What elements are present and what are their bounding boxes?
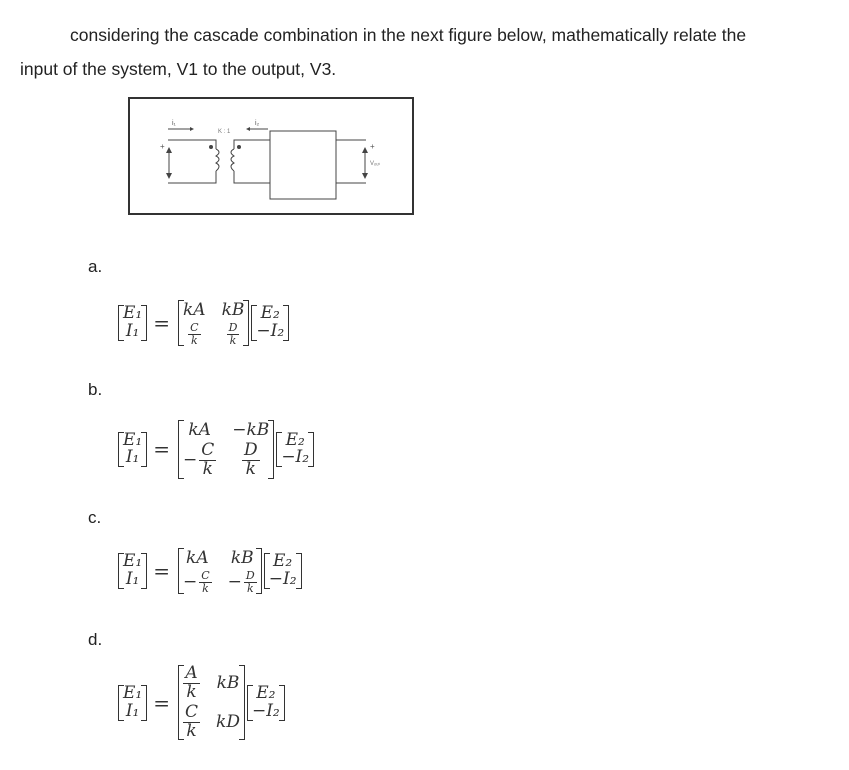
rhs-vector-entry: E₂: [260, 303, 280, 324]
fraction-denominator: k: [186, 720, 197, 741]
cascade-circuit-figure: [128, 97, 414, 215]
rhs-vector: [247, 682, 285, 721]
lhs-vector: [118, 553, 147, 589]
matrix-term: kB: [230, 548, 254, 568]
matrix-grid: [183, 548, 257, 594]
rhs-vector-entries: [256, 305, 284, 341]
matrix-term: kA: [188, 420, 211, 440]
fraction: [199, 570, 211, 594]
matrix-cell: [183, 665, 199, 702]
fraction-denominator: k: [202, 458, 213, 479]
rhs-vector-entry: E₂: [256, 682, 276, 703]
lhs-vector-entry: I₁: [125, 447, 140, 468]
matrix-cell: [222, 300, 245, 320]
rhs-vector-entries: [269, 553, 297, 589]
fraction-denominator: k: [186, 681, 197, 702]
fraction-numerator: C: [190, 321, 199, 334]
output-plus-sign: +: [370, 142, 375, 151]
fraction-numerator: C: [201, 569, 210, 582]
transmission-matrix: [178, 300, 249, 346]
rhs-vector-entry: −I₂: [268, 569, 297, 590]
matrix-term: kA: [183, 300, 206, 320]
matrix-grid: [183, 665, 240, 740]
matrix-term: kD: [216, 712, 240, 733]
lhs-vector-entries: [123, 553, 142, 589]
rhs-vector-entry: E₂: [285, 429, 305, 450]
lhs-vector-entries: [123, 305, 142, 341]
lhs-vector-entry: E₁: [123, 429, 143, 450]
fraction-denominator: k: [190, 333, 198, 347]
lhs-vector-entry: E₁: [123, 682, 143, 703]
rhs-vector: [251, 305, 289, 341]
question-text-line-1: considering the cascade combination in the next figure below, mathematically relate the: [70, 25, 747, 45]
minus-sign: −: [227, 572, 242, 593]
option-equation-a[interactable]: [118, 300, 289, 346]
fraction-denominator: k: [202, 581, 209, 595]
lhs-vector: [118, 682, 147, 721]
turns-ratio-label: K : 1: [218, 129, 231, 135]
fraction: [183, 665, 199, 702]
lhs-vector: [118, 429, 147, 468]
option-label-c[interactable]: c.: [88, 508, 102, 527]
fraction-numerator: C: [201, 440, 215, 460]
vout-label: Vₒᵤₜ: [370, 161, 381, 167]
fraction: [227, 322, 240, 346]
matrix-cell: [186, 548, 209, 568]
transmission-matrix: [178, 548, 262, 594]
option-label-b[interactable]: b.: [88, 380, 103, 399]
fraction-numerator: D: [243, 440, 258, 460]
current-i2-label: i₂: [255, 120, 260, 127]
fraction: [199, 442, 216, 479]
lhs-vector-entry: I₁: [125, 569, 140, 590]
rhs-vector-entry: −I₂: [256, 321, 285, 342]
lhs-vector-entry: I₁: [125, 321, 140, 342]
matrix-term: kB: [221, 300, 245, 320]
matrix-cell: [188, 420, 211, 440]
matrix-term: kA: [186, 548, 209, 568]
transmission-matrix: [178, 665, 245, 740]
matrix-cell: [228, 570, 257, 594]
equals-sign: =: [153, 437, 170, 462]
lhs-vector-entry: E₁: [123, 303, 143, 324]
matrix-cell: [242, 442, 260, 479]
fraction-denominator: k: [245, 458, 256, 479]
lhs-vector-entry: I₁: [125, 700, 140, 721]
matrix-term: −kB: [232, 420, 270, 440]
fraction-denominator: k: [229, 333, 237, 347]
input-plus-sign: +: [160, 142, 165, 151]
matrix-cell: [183, 300, 206, 320]
equals-sign: =: [153, 311, 170, 336]
matrix-cell: [183, 570, 212, 594]
minus-sign: −: [183, 572, 198, 593]
fraction: [183, 701, 200, 741]
matrix-cell: [227, 322, 240, 346]
lhs-vector-entry: E₁: [123, 551, 143, 572]
rhs-vector-entry: −I₂: [251, 700, 280, 721]
fraction-numerator: D: [245, 569, 255, 582]
matrix-grid: [183, 420, 269, 479]
option-equation-d[interactable]: [118, 665, 285, 740]
matrix-cell: [217, 673, 240, 693]
option-label-a[interactable]: a.: [88, 257, 103, 276]
option-equation-b[interactable]: [118, 420, 314, 479]
rhs-vector-entries: [281, 429, 310, 468]
fraction-numerator: A: [185, 663, 198, 683]
rhs-vector-entries: [251, 682, 280, 721]
equals-sign: =: [153, 690, 170, 715]
fraction-denominator: k: [247, 581, 254, 595]
current-i1-label: i₁: [172, 120, 176, 127]
matrix-cell: [216, 712, 240, 732]
matrix-grid: [183, 300, 244, 346]
circuit-diagram: [130, 99, 412, 213]
fraction: [242, 442, 260, 479]
transmission-matrix: [178, 420, 274, 479]
rhs-vector-entry: E₂: [273, 551, 293, 572]
equals-sign: =: [153, 559, 170, 584]
minus-sign: −: [183, 450, 198, 471]
lhs-vector-entries: [123, 682, 143, 721]
option-equation-c[interactable]: [118, 548, 302, 594]
matrix-term: kB: [216, 673, 240, 694]
rhs-vector: [276, 429, 314, 468]
option-label-d[interactable]: d.: [88, 630, 103, 649]
matrix-cell: [188, 322, 200, 346]
lhs-vector-entries: [123, 429, 143, 468]
rhs-vector: [264, 553, 302, 589]
fraction-numerator: D: [228, 321, 238, 334]
matrix-cell: [231, 548, 254, 568]
rhs-vector-entry: −I₂: [281, 447, 310, 468]
fraction-numerator: C: [185, 701, 199, 722]
fraction: [244, 570, 257, 594]
fraction: [188, 322, 200, 346]
question-text-line-2: input of the system, V1 to the output, V3.: [20, 59, 337, 79]
matrix-cell: [183, 701, 200, 741]
lhs-vector: [118, 305, 147, 341]
matrix-cell: [232, 420, 269, 440]
matrix-cell: [183, 442, 216, 479]
